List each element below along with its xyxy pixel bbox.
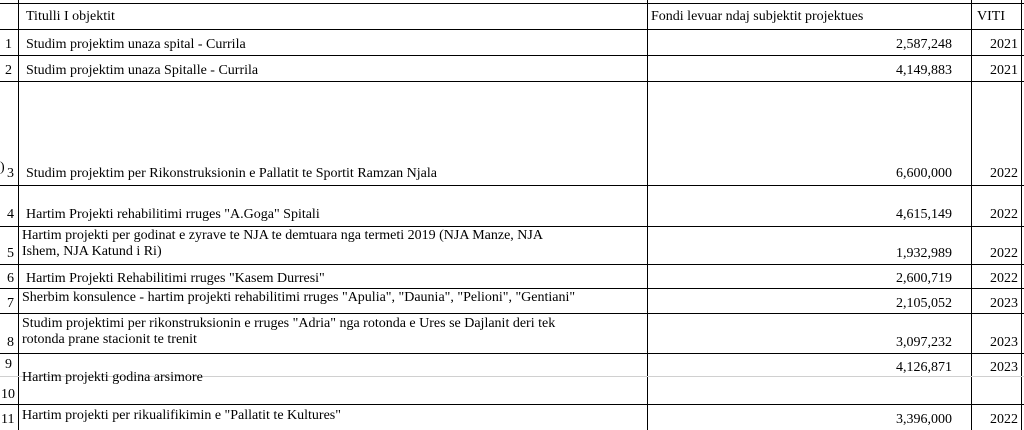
col-line-title — [647, 0, 648, 430]
row-number: 10 — [1, 387, 15, 402]
row-title: Hartim Projekti Rehabilitimi rruges "Kasem Durresi" — [26, 271, 325, 286]
col-line-year — [1021, 0, 1022, 430]
row-number: 1 — [5, 37, 12, 52]
row-number: 11 — [1, 412, 15, 427]
row-title-line: rotonda prane stacionit te trenit — [22, 332, 197, 347]
row-line — [0, 55, 1024, 56]
row-amount: 4,126,871 — [896, 360, 952, 375]
row-number: 3 — [7, 166, 14, 181]
row-amount: 4,149,883 — [896, 63, 952, 78]
row-number: 9 — [5, 357, 12, 372]
row-line — [0, 288, 1024, 289]
header-year: VITI — [977, 9, 1005, 24]
row-line — [0, 264, 1024, 265]
row-title-line: Studim projektimi per rikonstruksionin e rruges "Adria" nga rotonda e Ures se Dajlanit deri tek — [22, 316, 556, 331]
row-title: Hartim Projekti rehabilitimi rruges "A.Goga" Spitali — [26, 207, 320, 222]
row-line — [0, 313, 1024, 314]
row-title-line: Hartim projekti per godinat e zyrave te NJA te demtuara nga termeti 2019 (NJA Manze, NJA — [22, 228, 543, 243]
row-year: 2022 — [990, 166, 1018, 181]
row-title: Hartim projekti per rikualifikimin e "Pallatit te Kultures" — [22, 408, 341, 423]
row-amount: 3,396,000 — [896, 412, 952, 427]
col-line-num — [18, 0, 19, 430]
row-amount: 3,097,232 — [896, 335, 952, 350]
row-year: 2023 — [990, 296, 1018, 311]
row-amount: 1,932,989 — [896, 246, 952, 261]
row-line — [0, 353, 1024, 354]
row-year: 2022 — [990, 412, 1018, 427]
row-number: 2 — [5, 63, 12, 78]
row-line — [0, 3, 1024, 4]
row-year: 2021 — [990, 63, 1018, 78]
header-title: Titulli I objektit — [26, 9, 115, 24]
row-title: Hartim projekti godina arsimore — [22, 370, 203, 385]
row-title — [22, 228, 642, 260]
row-amount: 6,600,000 — [896, 166, 952, 181]
row-amount: 4,615,149 — [896, 207, 952, 222]
row-number: 5 — [7, 246, 14, 261]
row-year: 2021 — [990, 37, 1018, 52]
row-number: 8 — [7, 335, 14, 350]
row-title: Sherbim konsulence - hartim projekti rehabilitimi rruges "Apulia", "Daunia", "Pelioni", "Gentiani" — [22, 290, 576, 305]
row-title — [22, 316, 642, 348]
row-number: 4 — [7, 207, 14, 222]
row-amount: 2,600,719 — [896, 271, 952, 286]
row-year: 2023 — [990, 360, 1018, 375]
row-line — [0, 404, 1024, 405]
row-number: 6 — [7, 271, 14, 286]
row-line — [0, 226, 1024, 227]
row-number: 7 — [7, 296, 14, 311]
row-year: 2023 — [990, 335, 1018, 350]
row-year: 2022 — [990, 207, 1018, 222]
row-title: Studim projektim unaza Spitalle - Currila — [26, 63, 259, 78]
row-line — [0, 29, 1024, 30]
row-title: Studim projektim unaza spital - Currila — [26, 37, 246, 52]
row-title: Studim projektim per Rikonstruksionin e Pallatit te Sportit Ramzan Njala — [26, 166, 438, 181]
row-amount: 2,105,052 — [896, 296, 952, 311]
row-title-line: Ishem, NJA Katund i Ri) — [22, 244, 162, 259]
row-year: 2022 — [990, 246, 1018, 261]
row-year: 2022 — [990, 271, 1018, 286]
margin-mark: ) — [0, 160, 5, 175]
row-line — [0, 81, 1024, 82]
row-amount: 2,587,248 — [896, 37, 952, 52]
row-line — [0, 185, 1024, 186]
header-fund: Fondi levuar ndaj subjektit projektues — [651, 9, 864, 24]
